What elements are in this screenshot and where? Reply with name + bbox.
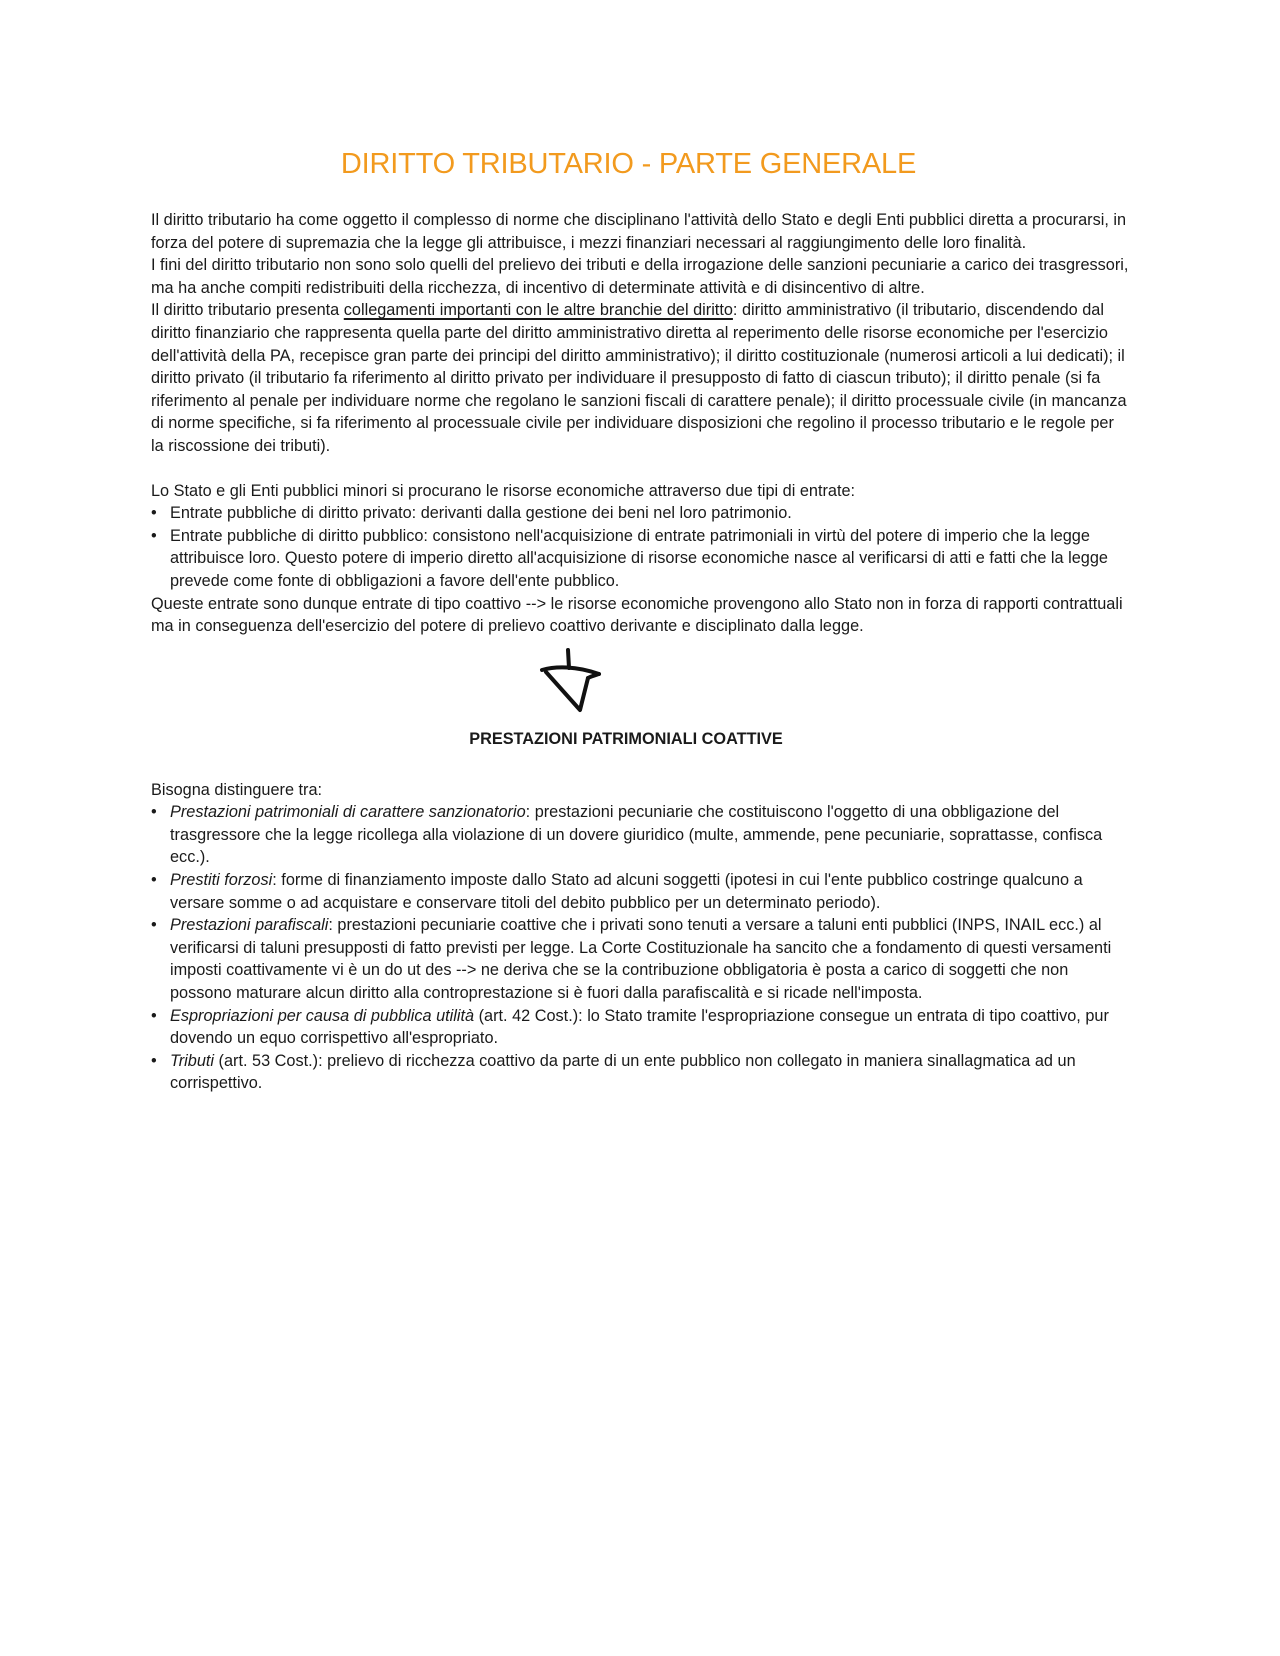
spacer xyxy=(151,458,1131,480)
underlined-phrase: collegamenti importanti con le altre branchie del diritto xyxy=(343,301,733,320)
bullet-icon: • xyxy=(151,526,157,545)
list-item-term: Prestazioni parafiscali xyxy=(170,916,329,935)
list-item-text: : forme di finanziamento imposte dallo Stato ad alcuni soggetti (ipotesi in cui l'ente pubblico costringe qualcuno a versare somme o ad acquistare e conservare titoli del debito pubblico per un determinato periodo). xyxy=(170,871,1083,912)
list-item-term: Espropriazioni per causa di pubblica utilità xyxy=(170,1006,475,1025)
intro-paragraph-3-lead: Il diritto tributario presenta xyxy=(151,301,344,320)
intro-paragraph-2: I fini del diritto tributario non sono solo quelli del prelievo dei tributi e della irrogazione delle sanzioni pecuniarie a carico dei trasgressori, ma ha anche compiti redistribuiti della ricchezza, di incentivo di determinate attività e di disincentivo di altre. xyxy=(151,256,1129,297)
bullet-icon: • xyxy=(151,803,157,822)
bullet-icon: • xyxy=(151,504,157,523)
list-item-text: Entrate pubbliche di diritto pubblico: consistono nell'acquisizione di entrate patrimoniali in virtù del potere di imperio che la legge attribuisce loro. Questo potere di imperio diretto all'acquisizione di risorse economiche nasce al verificarsi di atti e fatti che la legge prevede come fonte di obbligazioni a favore dell'ente pubblico. xyxy=(170,526,1108,590)
list-item xyxy=(151,502,1131,525)
hand-drawn-triangle-icon xyxy=(536,648,606,714)
list-item-term: Prestazioni patrimoniali di carattere sanzionatorio xyxy=(170,803,526,822)
list-item xyxy=(151,1005,1131,1050)
list-item-text: : prestazioni pecuniarie coattive che i privati sono tenuti a versare a taluni enti pubblici (INPS, INAIL ecc.) al verificarsi di taluni presupposti di fatto previsti per legge. La Corte Costituzionale ha sancito che a fondamento di questi versamenti imposti coattivamente vi è un do ut des --> ne deriva che se la contribuzione obbligatoria è posta a carico di soggetti che non possono maturare alcun diritto alla controprestazione si è fuori dalla parafiscalità e si ricade nell'imposta. xyxy=(170,916,1112,1003)
section-heading: PRESTAZIONI PATRIMONIALI COATTIVE xyxy=(469,729,783,748)
list-item xyxy=(151,1050,1131,1095)
list-item-text: : prestazioni pecuniarie che costituiscono l'oggetto di una obbligazione del trasgressore che la legge ricollega alla violazione di un dovere giuridico (multe, ammende, pene pecuniarie, soprattasse, confisca ecc.). xyxy=(170,803,1103,867)
bullet-icon: • xyxy=(151,871,157,890)
list-item xyxy=(151,801,1131,869)
intro-paragraph-3 xyxy=(151,299,1131,457)
prestazioni-lead: Bisogna distinguere tra: xyxy=(151,780,323,799)
list-item xyxy=(151,869,1131,914)
entrate-list xyxy=(151,502,1131,592)
list-item-text: Entrate pubbliche di diritto privato: derivanti dalla gestione dei beni nel loro patrimonio. xyxy=(170,504,792,523)
intro-paragraph-1: Il diritto tributario ha come oggetto il complesso di norme che disciplinano l'attività dello Stato e degli Enti pubblici diretta a procurarsi, in forza del potere di supremazia che la legge gli attribuisce, i mezzi finanziari necessari al raggiungimento delle loro finalità. xyxy=(151,211,1127,252)
prestazioni-list xyxy=(151,801,1131,1095)
list-item-text: (art. 42 Cost.): lo Stato tramite l'espropriazione consegue un entrata di tipo coattivo, pur dovendo un equo corrispettivo all'espropriato. xyxy=(170,1006,1109,1048)
entrate-conclusion: Queste entrate sono dunque entrate di tipo coattivo --> le risorse economiche provengono allo Stato non in forza di rapporti contrattuali ma in conseguenza dell'esercizio del potere di prelievo coattivo derivante e disciplinato dalla legge. xyxy=(151,594,1123,636)
document-page xyxy=(151,148,1131,1095)
page-title: DIRITTO TRIBUTARIO - PARTE GENERALE xyxy=(340,148,917,180)
bullet-icon: • xyxy=(151,1006,157,1025)
list-item xyxy=(151,914,1131,1004)
list-item-text: (art. 53 Cost.): prelievo di ricchezza coattivo da parte di un ente pubblico non collegato in maniera sinallagmatica ad un corrispettivo. xyxy=(170,1051,1076,1093)
list-item-term: Tributi xyxy=(170,1051,215,1070)
list-item-term: Prestiti forzosi xyxy=(170,871,273,890)
intro-paragraph-3-rest: : diritto amministrativo (il tributario, discendendo dal diritto finanziario che rappresenta quella parte del diritto amministrativo diretta al reperimento delle risorse economiche per l'esercizio dell'attività della PA, recepisce gran parte dei principi del diritto amministrativo); il diritto costituzionale (numerosi articoli a lui dedicati); il diritto privato (il tributario fa riferimento al diritto privato per individuare il presupposto di fatto di ciascun tributo); il diritto penale (si fa riferimento al penale per individuare norme che regolano le sanzioni fiscali di carattere penale); il diritto processuale civile (in mancanza di norme specifiche, si fa riferimento al processuale civile per individuare disposizioni che regolino il processo tributario e le regole per la riscossione dei tributi). xyxy=(151,301,1127,455)
list-item xyxy=(151,525,1131,593)
bullet-icon: • xyxy=(151,916,157,935)
entrate-lead: Lo Stato e gli Enti pubblici minori si procurano le risorse economiche attraverso due tipi di entrate: xyxy=(151,481,856,500)
bullet-icon: • xyxy=(151,1051,157,1070)
